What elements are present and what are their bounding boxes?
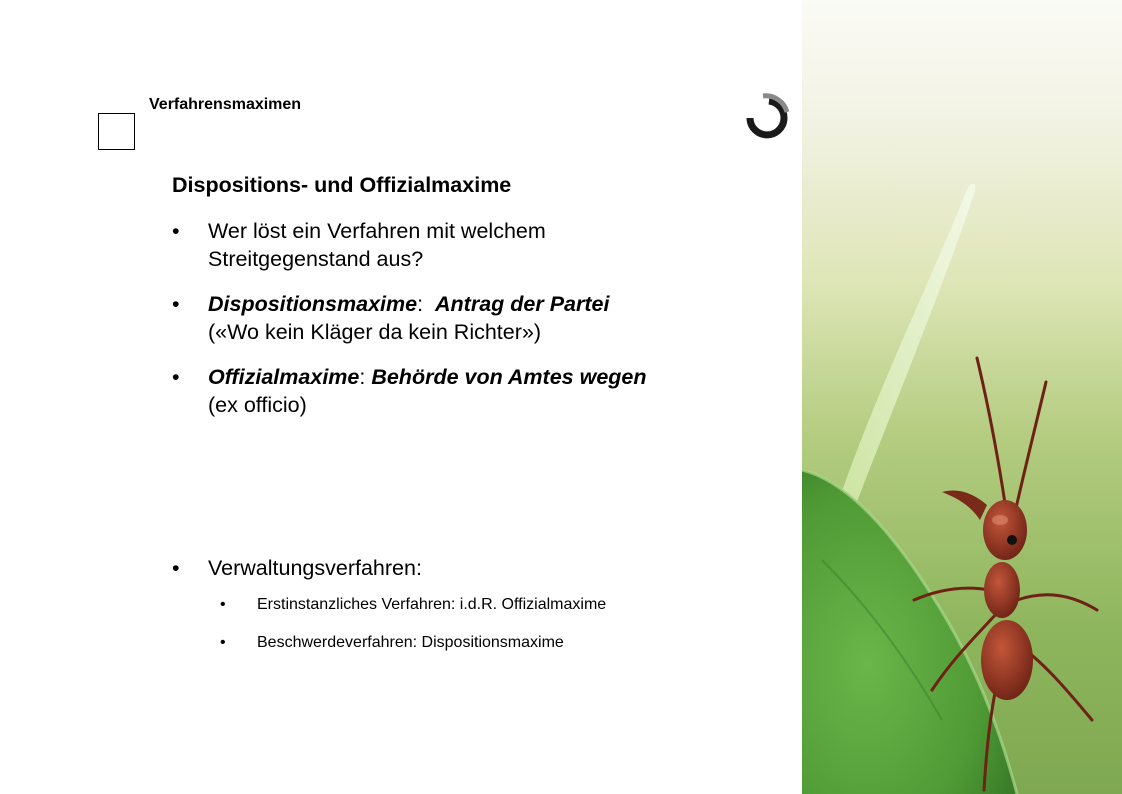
bullet-dot: • [172,365,180,389]
branch-logo-icon [742,92,792,144]
term-offizialmaxime: Offizialmaxime [208,365,360,389]
corner-box [98,113,135,150]
bullet-question-line2: Streitgegenstand aus? [208,247,424,271]
bullet-dispositionsmaxime-line1 [208,290,792,318]
section-title: Verfahrensmaximen [149,96,302,113]
bullet-verwaltungsverfahren [172,554,792,582]
bullet-question-line1: Wer löst ein Verfahren mit welchem [208,219,546,243]
bullet-dot: • [172,219,180,243]
sub-bullet-dot: • [220,596,226,613]
bullet-dot: • [172,556,180,580]
verwaltungsverfahren-label: Verwaltungsverfahren: [208,556,422,580]
content-heading: Dispositions- und Offizialmaxime [172,173,512,197]
bullet-offizialmaxime-line1 [208,363,792,391]
sub-item-beschwerde-text: Beschwerdeverfahren: Dispositionsmaxime [257,634,564,651]
slide-content [172,171,792,675]
bullet-offizialmaxime [172,363,792,419]
sub-item-beschwerde [172,633,792,653]
term-separator: : [359,365,372,389]
ant-on-leaf-photo [802,0,1122,794]
sub-item-erstinstanzlich [172,595,792,615]
procedure-sub-list [172,595,792,653]
spacer [172,436,792,554]
bullet-dispositionsmaxime [172,290,792,346]
sub-item-erstinstanzlich-text: Erstinstanzliches Verfahren: i.d.R. Offizialmaxime [257,596,607,613]
bullet-question [172,217,792,273]
bullet-dot: • [172,292,180,316]
bullet-dispositionsmaxime-line2: («Wo kein Kläger da kein Richter») [208,320,542,344]
term-separator: : [417,292,436,316]
photo-illustration [802,0,1122,794]
value-antrag: Antrag der Partei [435,292,610,316]
value-behoerde: Behörde von Amtes wegen [371,365,647,389]
bullet-offizialmaxime-line2: (ex officio) [208,393,307,417]
sub-bullet-dot: • [220,634,226,651]
term-dispositionsmaxime: Dispositionsmaxime [208,292,418,316]
